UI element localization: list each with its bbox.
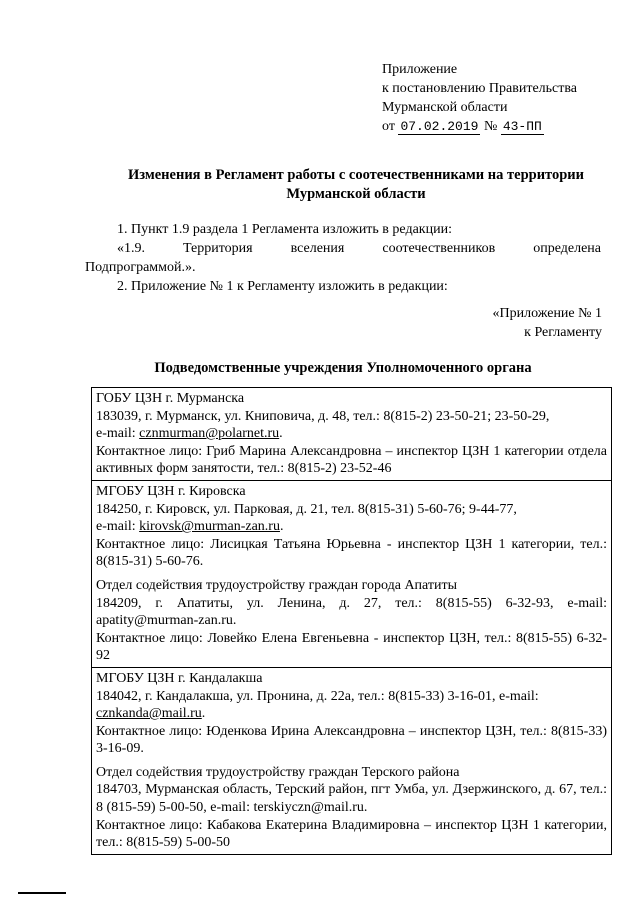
sub-org-name: Отдел содействия трудоустройству граждан Терского района xyxy=(96,764,460,780)
sub-org-block xyxy=(96,764,607,852)
decree-number: 43-ПП xyxy=(502,119,542,134)
org-cell xyxy=(92,667,612,854)
email-label: e-mail: xyxy=(96,519,140,535)
sub-org-contact: Контактное лицо: Кабакова Екатерина Владимировна – инспектор ЦЗН 1 категории, тел.: 8(815-59) 5-00-50 xyxy=(96,817,607,851)
org-name: ГОБУ ЦЗН г. Мурманска xyxy=(96,391,245,406)
point-1: 1. Пункт 1.9 раздела 1 Регламента изложить в редакции: xyxy=(117,222,452,237)
appendix-line: к постановлению Правительства xyxy=(382,81,578,96)
org-contact: Контактное лицо: Юденкова Ирина Александровна – инспектор ЦЗН, тел.: 8(815-33) 3-16-09. xyxy=(96,723,607,757)
org-name: МГОБУ ЦЗН г. Кандалакша xyxy=(96,670,263,686)
org-address: 183039, г. Мурманск, ул. Книповича, д. 48, тел.: 8(815-2) 23-50-21; 23-50-29, xyxy=(96,408,550,424)
org-contact: Контактное лицо: Гриб Марина Александровна – инспектор ЦЗН 1 категории отдела активных форм занятости, тел.: 8(815-2) 23-52-46 xyxy=(96,443,607,477)
sub-org-contact: Контактное лицо: Ловейко Елена Евгеньевна - инспектор ЦЗН, тел.: 8(815-55) 6-32-92 xyxy=(96,630,607,664)
org-cell xyxy=(92,388,612,481)
org-address: 184042, г. Кандалакша, ул. Пронина, д. 22а, тел.: 8(815-33) 3-16-01, e-mail: xyxy=(96,688,539,704)
org-block xyxy=(96,670,607,758)
appendix-header xyxy=(382,60,577,136)
org-email-line xyxy=(96,425,607,443)
table-title: Подведомственные учреждения Уполномоченного органа xyxy=(154,360,532,376)
email-link[interactable]: kirovsk@murman-zan.ru xyxy=(139,519,280,535)
email-tail: . xyxy=(279,426,283,442)
email-tail: . xyxy=(201,706,206,722)
document-title: Изменения в Регламент работы с соотечественниками на территории Мурманской области xyxy=(127,167,585,202)
org-email-line xyxy=(96,518,607,536)
org-cell xyxy=(92,480,612,667)
email-link[interactable]: cznkanda@mail.ru xyxy=(96,706,202,722)
appendix-1-line: «Приложение № 1 xyxy=(492,306,602,321)
email-label: e-mail: xyxy=(96,426,140,442)
appendix-1-header xyxy=(493,304,603,342)
org-block xyxy=(96,483,607,571)
table-row xyxy=(92,388,612,481)
org-block xyxy=(96,390,607,478)
date-prefix: от xyxy=(382,119,395,134)
point-2: 2. Приложение № 1 к Регламенту изложить в редакции: xyxy=(117,279,448,294)
email-link[interactable]: cznmurman@polarnet.ru xyxy=(139,426,280,442)
table-row xyxy=(92,667,612,854)
org-name: МГОБУ ЦЗН г. Кировска xyxy=(96,483,246,499)
sub-org-name: Отдел содействия трудоустройству граждан города Апатиты xyxy=(96,577,458,593)
decree-date: 07.02.2019 xyxy=(400,119,479,134)
organizations-table xyxy=(91,387,612,855)
document-body xyxy=(85,220,601,296)
sub-org-block xyxy=(96,577,607,665)
number-prefix: № xyxy=(483,119,498,134)
appendix-date-line xyxy=(382,117,577,136)
appendix-line: Мурманской области xyxy=(382,100,508,115)
org-address: 184250, г. Кировск, ул. Парковая, д. 21, тел. 8(815-31) 5-60-76; 9-44-77, xyxy=(96,501,517,517)
org-email-line xyxy=(96,705,607,723)
email-tail: . xyxy=(279,519,284,535)
sub-org-address: 184703, Мурманская область, Терский район, пгт Умба, ул. Дзержинского, д. 67, тел.: 8 (815-59) 5-00-50, e-mail: terskiyczn@mail.ru. xyxy=(96,782,607,816)
org-contact: Контактное лицо: Лисицкая Татьяна Юрьевна - инспектор ЦЗН 1 категории, тел.: 8(815-31) 5-60-76. xyxy=(96,536,607,570)
appendix-line: Приложение xyxy=(382,62,458,77)
footnote-rule xyxy=(18,892,66,894)
point-1-quote: «1.9. Территория вселения соотечественников определена xyxy=(117,241,601,256)
table-row xyxy=(92,480,612,667)
appendix-1-line: к Регламенту xyxy=(524,325,602,340)
sub-org-address: 184209, г. Апатиты, ул. Ленина, д. 27, тел.: 8(815-55) 6-32-93, e-mail: apatity@murman-zan.ru. xyxy=(96,595,607,629)
point-1-quote-end: Подпрограммой.». xyxy=(85,260,196,275)
